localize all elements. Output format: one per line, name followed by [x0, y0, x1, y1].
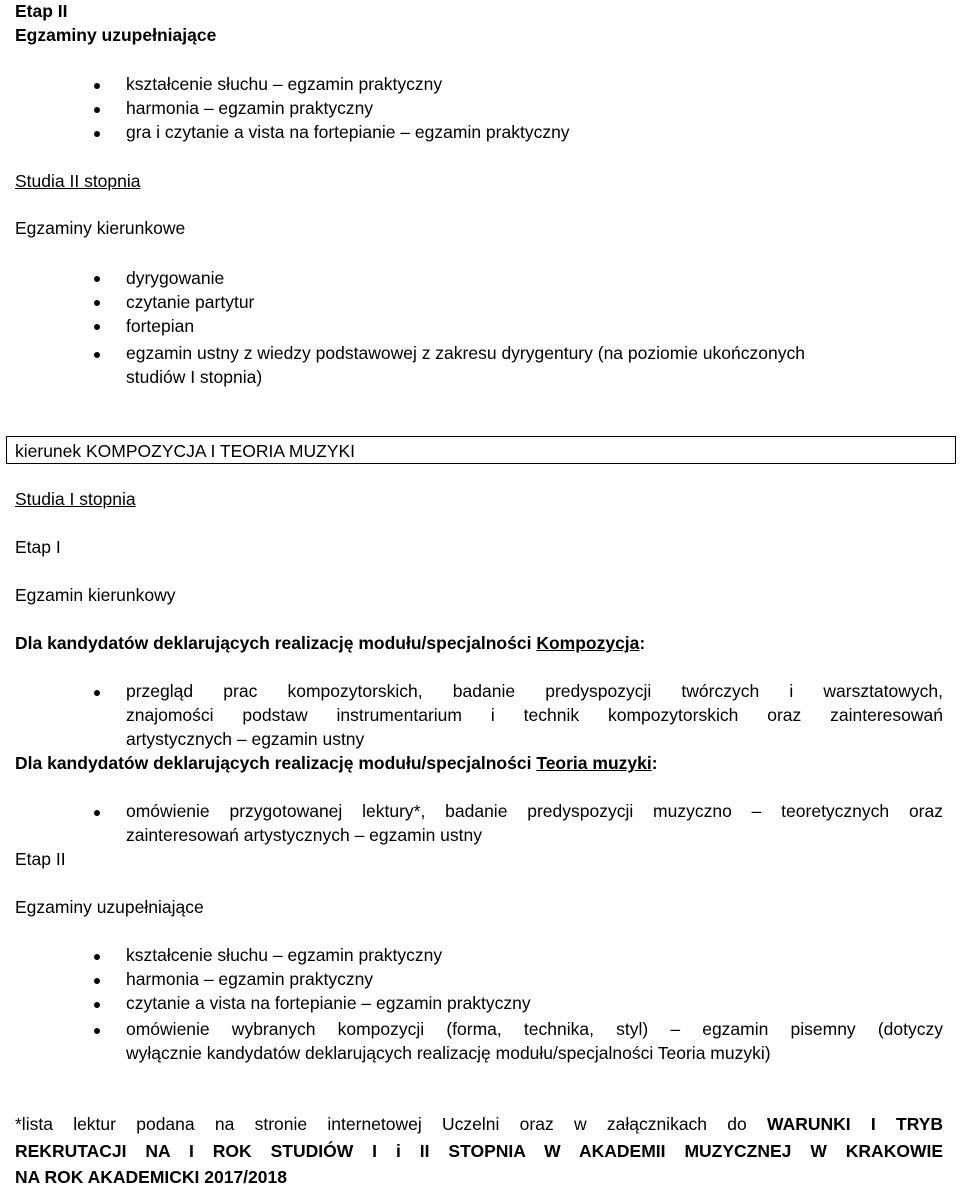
list-item-continuation: studiów I stopnia) [126, 367, 263, 387]
specialization-line [15, 635, 645, 653]
list-item: kształcenie słuchu – egzamin praktyczny [126, 74, 443, 94]
footnote-line: REKRUTACJI NA I ROK STUDIÓW I i II STOPNIA W AKADEMII MUZYCZNEJ W KRAKOWIE [15, 1141, 943, 1161]
specialization-suffix: : [639, 633, 646, 653]
list-item-continuation: artystycznych – egzamin ustny [126, 729, 365, 749]
list-item: harmonia – egzamin praktyczny [126, 969, 374, 989]
list-item-continuation: zainteresowań artystycznych – egzamin ustny [126, 825, 482, 845]
major-title-box [6, 436, 956, 464]
exam-heading: Egzamin kierunkowy [15, 585, 176, 605]
list-item: omówienie wybranych kompozycji (forma, technika, styl) – egzamin pisemny (dotyczy [126, 1019, 943, 1039]
bullet-icon [94, 690, 100, 696]
bullet-icon [94, 954, 100, 960]
list-item: kształcenie słuchu – egzamin praktyczny [126, 945, 443, 965]
footnote-line: NA ROK AKADEMICKI 2017/2018 [15, 1167, 287, 1187]
bullet-icon [94, 300, 100, 306]
list-item: harmonia – egzamin praktyczny [126, 98, 374, 118]
list-item: czytanie partytur [126, 292, 255, 312]
bullet-icon [94, 978, 100, 984]
bullet-icon [94, 810, 100, 816]
list-item: gra i czytanie a vista na fortepianie – egzamin praktyczny [126, 122, 570, 142]
section-subheading: Egzaminy uzupełniające [15, 897, 204, 917]
specialization-line [15, 755, 658, 773]
bullet-icon [94, 352, 100, 358]
stage-heading: Etap II [15, 849, 66, 869]
specialization-name: Kompozycja [536, 633, 640, 653]
list-item: przegląd prac kompozytorskich, badanie predyspozycji twórczych i warsztatowych, [126, 681, 943, 701]
specialization-name: Teoria muzyki [536, 753, 652, 773]
section-subheading: Egzaminy uzupełniające [15, 25, 217, 45]
list-item: omówienie przygotowanej lektury*, badanie predyspozycji muzyczno – teoretycznych oraz [126, 801, 943, 821]
bullet-icon [94, 107, 100, 113]
list-item: egzamin ustny z wiedzy podstawowej z zakresu dyrygentury (na poziomie ukończonych [126, 343, 805, 363]
list-item: dyrygowanie [126, 268, 225, 288]
bullet-icon [94, 1002, 100, 1008]
specialization-suffix: : [651, 753, 658, 773]
specialization-prefix: Dla kandydatów deklarujących realizację modułu/specjalności [15, 633, 537, 653]
bullet-icon [94, 1028, 100, 1034]
list-item-continuation: znajomości podstaw instrumentarium i technik kompozytorskich oraz zainteresowań [126, 705, 943, 725]
bullet-icon [94, 83, 100, 89]
footnote-bold: WARUNKI I TRYB [767, 1114, 944, 1134]
section-heading: Studia II stopnia [15, 171, 141, 191]
bullet-icon [94, 324, 100, 330]
footnote-line [15, 1116, 943, 1134]
list-item-continuation: wyłącznie kandydatów deklarujących realizację modułu/specjalności Teoria muzyki) [126, 1043, 771, 1063]
bullet-icon [94, 131, 100, 137]
specialization-prefix: Dla kandydatów deklarujących realizację modułu/specjalności [15, 753, 537, 773]
bullet-icon [94, 276, 100, 282]
section-heading: Studia I stopnia [15, 489, 136, 509]
stage-heading: Etap I [15, 537, 61, 557]
list-item: fortepian [126, 316, 195, 336]
list-item: czytanie a vista na fortepianie – egzamin praktyczny [126, 993, 531, 1013]
major-title: kierunek KOMPOZYCJA I TEORIA MUZYKI [15, 441, 356, 461]
section-subheading: Egzaminy kierunkowe [15, 218, 186, 238]
section-heading: Etap II [15, 1, 68, 21]
footnote-text: *lista lektur podana na stronie internetowej Uczelni oraz w załącznikach do [15, 1114, 768, 1134]
